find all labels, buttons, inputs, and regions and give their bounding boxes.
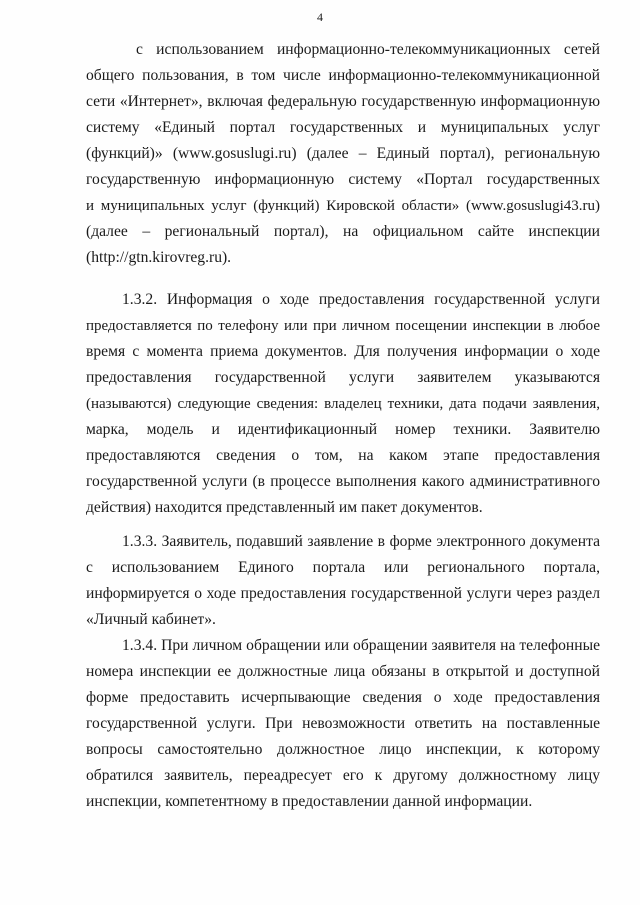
text-line: 1.3.3. Заявитель, подавший заявление в форме электронного документа — [122, 533, 600, 550]
text-line: номера инспекции ее должностные лица обязаны в открытой и доступной — [86, 663, 600, 680]
text-line: общего пользования, в том числе информационно-телекоммуникационной — [86, 67, 600, 84]
text-line: с использованием информационно-телекоммуникационных сетей — [136, 41, 600, 58]
text-line: обратился заявитель, переадресует его к другому должностному лицу — [86, 767, 600, 784]
text-line: марка, модель и идентификационный номер техники. Заявителю — [86, 421, 600, 438]
page-number: 4 — [317, 10, 323, 24]
text-line: форме предоставить исчерпывающие сведения о ходе предоставления — [86, 689, 600, 706]
text-line: инспекции, компетентному в предоставлении данной информации. — [86, 793, 533, 810]
text-line: систему «Единый портал государственных и муниципальных услуг — [86, 119, 600, 136]
text-line: время с момента приема документов. Для получения информации о ходе — [86, 343, 600, 360]
text-line: (функций)» (www.gosuslugi.ru) (далее – Единый портал), региональную — [86, 145, 600, 162]
text-line: предоставляются сведения о том, на каком этапе предоставления — [86, 447, 600, 464]
text-line: предоставляется по телефону или при личном посещении инспекции в любое — [86, 318, 600, 334]
text-line: с использованием Единого портала или регионального портала, — [86, 559, 600, 576]
text-line: государственной услуги. При невозможности ответить на поставленные — [86, 715, 600, 732]
text-line: (называются) следующие сведения: владелец техники, дата подачи заявления, — [86, 396, 600, 412]
text-line: 1.3.2. Информация о ходе предоставления государственной услуги — [122, 291, 600, 308]
text-line: действия) находится представленный им пакет документов. — [86, 499, 483, 516]
text-line: информируется о ходе предоставления государственной услуги через раздел — [86, 585, 600, 602]
text-line: предоставления государственной услуги заявителем указываются — [86, 369, 600, 386]
text-line: вопросы самостоятельно должностное лицо инспекции, к которому — [86, 741, 600, 758]
text-line: (далее – региональный портал), на официальном сайте инспекции — [86, 223, 600, 240]
text-line: сети «Интернет», включая федеральную государственную информационную — [86, 93, 600, 110]
text-line: (http://gtn.kirovreg.ru). — [86, 249, 232, 266]
text-line: государственную информационную систему «Портал государственных — [86, 171, 600, 188]
text-line: 1.3.4. При личном обращении или обращении заявителя на телефонные — [122, 637, 600, 654]
text-line: государственной услуги (в процессе выполнения какого административного — [86, 473, 600, 490]
text-line: «Личный кабинет». — [86, 611, 216, 628]
text-line: и муниципальных услуг (функций) Кировской области» (www.gosuslugi43.ru) — [86, 198, 600, 214]
